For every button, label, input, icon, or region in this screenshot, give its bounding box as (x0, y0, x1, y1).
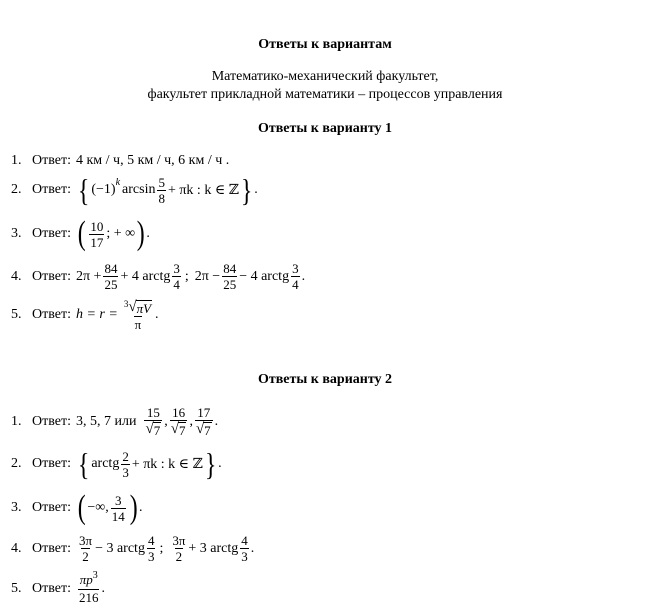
numerator: 15 (146, 405, 160, 420)
answer-label: Ответ: (32, 268, 71, 284)
numerator: 84 (104, 261, 118, 276)
fraction (123, 298, 153, 332)
period: . (155, 307, 159, 322)
denominator: 3 (147, 549, 155, 564)
fraction (240, 533, 249, 564)
term: 2π + (75, 268, 102, 284)
numerator: 3π (78, 533, 93, 548)
fraction: 17 √ 7 (195, 405, 211, 438)
answer-value: 4 км / ч, 5 км / ч, 6 км / ч . (75, 153, 230, 168)
numerator: 4 (241, 533, 248, 548)
function-name: arctg (91, 456, 120, 471)
v1-answer-2 (11, 174, 258, 206)
denominator: 2 (175, 549, 183, 564)
denominator: 4 (173, 277, 180, 292)
item-number: 1. (11, 153, 22, 168)
right-paren: ) (129, 489, 138, 526)
numerator: 84 (223, 261, 237, 276)
numerator: 4 (147, 533, 155, 548)
v2-answer-2 (11, 448, 222, 480)
right-brace: } (204, 446, 217, 482)
v2-answer-1 (11, 405, 218, 438)
period: . (146, 226, 150, 241)
fraction (78, 533, 93, 564)
fraction (103, 261, 118, 292)
answer-label: Ответ: (32, 413, 71, 429)
radicand: 7 (204, 423, 211, 438)
denominator: π (134, 317, 142, 332)
fraction (171, 533, 186, 564)
interval-end: ; + ∞ (106, 226, 136, 241)
v1-answer-1 (11, 153, 229, 169)
denominator: 25 (223, 277, 237, 292)
term: + 3 arctg (188, 540, 239, 556)
numerator: 5 (158, 174, 165, 190)
period: . (254, 182, 258, 197)
item-number: 1. (11, 413, 22, 429)
denominator: 2 (82, 549, 89, 564)
radicand: 7 (178, 423, 186, 438)
interval-start: −∞, (87, 500, 109, 515)
item-number: 3. (11, 226, 22, 241)
numerator: 3 (114, 492, 122, 508)
denominator: 216 (78, 590, 99, 605)
period: . (101, 580, 105, 596)
equation-lhs: h = r = (75, 307, 118, 322)
denominator: 3 (122, 464, 129, 480)
fraction: 15 √ 7 (145, 405, 161, 438)
v1-answer-4 (11, 261, 305, 292)
item-number: 2. (11, 182, 22, 197)
answer-label: Ответ: (32, 182, 71, 197)
v2-answer-5 (11, 572, 105, 605)
fraction (172, 261, 181, 292)
v1-answer-3 (11, 217, 150, 251)
faculty-line-1: Математико-механический факультет, (211, 69, 439, 84)
term: − 4 arctg (239, 268, 290, 284)
numerator (123, 298, 153, 316)
numerator: 3π (172, 533, 186, 548)
numerator: 10 (90, 218, 104, 234)
fraction (121, 449, 130, 480)
answer-value: 3, 5, 7 или (75, 413, 137, 429)
denominator: 14 (111, 508, 125, 524)
faculty-line-2: факультет прикладной математики – процессов управления (147, 87, 503, 102)
period: . (250, 540, 255, 556)
numerator: 3 (292, 261, 299, 276)
function-name: arcsin (122, 182, 156, 197)
item-number: 4. (11, 268, 22, 284)
denominator: 8 (158, 190, 165, 206)
v2-answer-3 (11, 491, 143, 525)
denominator: 25 (104, 277, 118, 292)
period: . (214, 413, 219, 429)
period: . (139, 500, 143, 515)
comma: , (189, 413, 193, 429)
period: . (218, 456, 222, 471)
fraction (111, 493, 126, 524)
item-number: 2. (11, 456, 22, 471)
answer-label: Ответ: (32, 226, 71, 241)
item-number: 3. (11, 500, 22, 515)
denominator: 17 (90, 234, 104, 250)
answer-label: Ответ: (32, 456, 71, 471)
term: 2π − (194, 268, 221, 284)
term: − 3 arctg (95, 540, 145, 556)
cube-root: 3 √ πV (123, 299, 152, 316)
numerator: 3 (173, 261, 180, 276)
fraction (222, 261, 237, 292)
denominator: 4 (292, 277, 299, 292)
item-number: 5. (11, 580, 22, 596)
answer-label: Ответ: (32, 500, 71, 515)
left-brace: { (77, 172, 90, 208)
fraction (157, 175, 166, 206)
period: . (301, 268, 306, 284)
left-paren: ( (77, 215, 86, 252)
page-title: Ответы к вариантам (258, 37, 392, 52)
fraction (78, 572, 100, 605)
answer-label: Ответ: (32, 580, 71, 596)
exponent-k: k (115, 176, 121, 188)
left-paren: ( (77, 489, 86, 526)
minus-one: (−1) (91, 182, 116, 197)
numerator: 16 (172, 405, 186, 420)
numerator: 17 (197, 405, 211, 420)
answer-label: Ответ: (32, 540, 71, 556)
term: + 4 arctg (120, 268, 171, 284)
item-number: 4. (11, 540, 22, 556)
v2-answer-4 (11, 533, 254, 564)
set-condition: + πk : k ∈ ℤ (167, 182, 239, 198)
variant-2-title: Ответы к варианту 2 (257, 372, 393, 387)
denominator: 3 (241, 549, 248, 564)
comma: , (164, 413, 168, 429)
right-paren: ) (136, 215, 145, 252)
answer-label: Ответ: (32, 153, 71, 168)
separator: ; (184, 268, 189, 284)
root-index: 3 (123, 299, 129, 309)
item-number: 5. (11, 307, 22, 322)
exponent: 3 (92, 570, 98, 581)
left-brace: { (77, 446, 90, 482)
radicand: 7 (153, 423, 161, 438)
fraction (147, 533, 156, 564)
fraction (89, 219, 104, 250)
numerator: 2 (122, 448, 129, 464)
numerator-base: πp (79, 572, 93, 587)
set-condition: + πk : k ∈ ℤ (131, 456, 203, 472)
right-brace: } (240, 172, 253, 208)
variant-1-title: Ответы к варианту 1 (257, 121, 393, 136)
numerator (79, 572, 99, 589)
v1-answer-5 (11, 298, 159, 332)
fraction: 16 √ 7 (170, 405, 186, 438)
separator: ; (159, 540, 164, 556)
radicand: πV (136, 301, 152, 316)
answer-label: Ответ: (32, 307, 71, 322)
fraction (291, 261, 300, 292)
